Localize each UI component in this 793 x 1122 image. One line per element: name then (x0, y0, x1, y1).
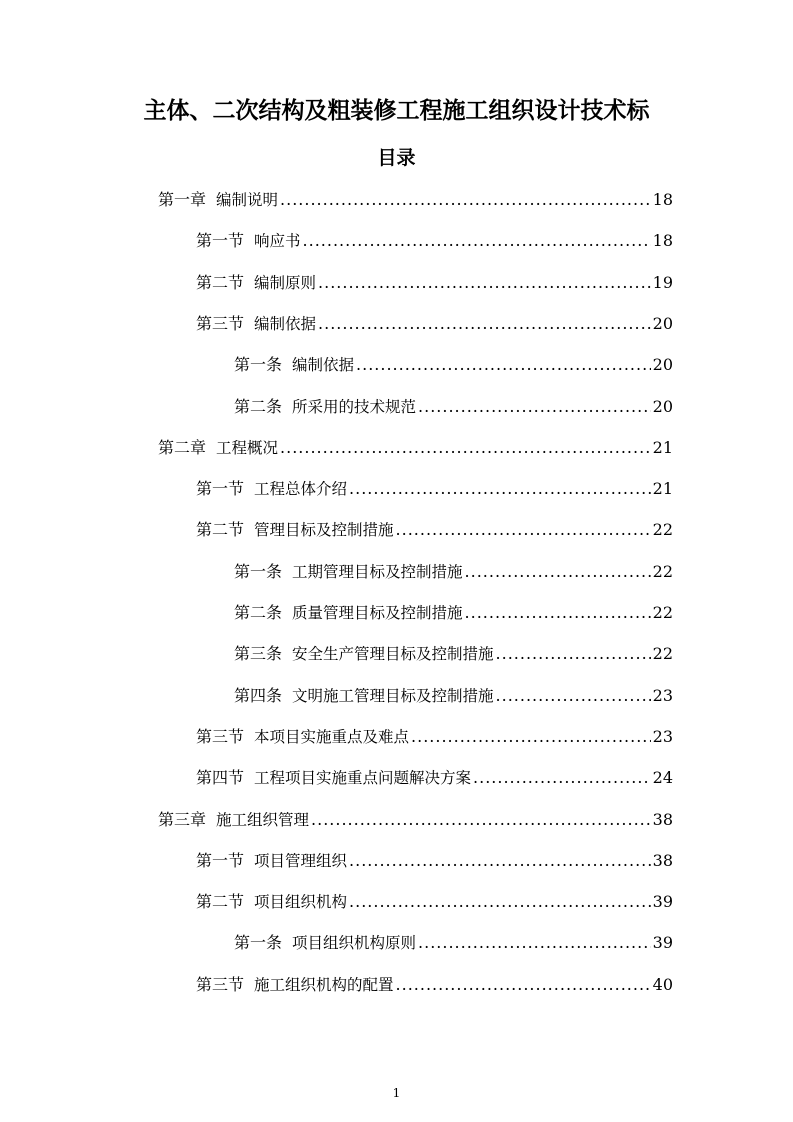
toc-entry-number: 第四条 (234, 685, 283, 705)
toc-entry-title: 工程项目实施重点问题解决方案 (254, 769, 472, 788)
toc-entry-page: 22 (652, 520, 673, 540)
toc-dot-leader (318, 272, 651, 294)
toc-entry[interactable] (158, 183, 673, 211)
toc-entry[interactable] (158, 431, 673, 459)
toc-dot-leader (349, 891, 651, 913)
toc-entry-title: 编制依据 (292, 356, 355, 375)
toc-entry-title: 所采用的技术规范 (292, 397, 417, 416)
toc-entry[interactable] (196, 844, 673, 872)
toc-dot-leader (280, 437, 651, 459)
toc-entry-title: 施工组织管理 (216, 810, 310, 829)
toc-entry-number: 第二节 (196, 520, 245, 540)
toc-entry-page: 40 (652, 974, 673, 994)
toc-entry-number: 第二节 (196, 272, 245, 292)
toc-entry-number: 第一条 (234, 933, 283, 953)
toc-entry[interactable] (234, 637, 673, 665)
toc-entry-page: 20 (652, 396, 673, 416)
toc-entry-page: 19 (652, 272, 673, 292)
toc-entry-page: 18 (652, 231, 673, 251)
toc-entry-page: 23 (652, 685, 673, 705)
toc-heading: 目录 (377, 147, 416, 169)
toc-dot-leader (280, 189, 651, 211)
toc-entry-number: 第一章 (158, 190, 207, 209)
toc-entry[interactable] (234, 596, 673, 624)
toc-dot-leader (349, 478, 651, 500)
toc-entry-title: 编制原则 (254, 273, 317, 292)
toc-entry-page: 21 (652, 437, 673, 457)
toc-dot-leader (465, 561, 651, 583)
toc-entry-page: 18 (652, 190, 673, 209)
toc-dot-leader (496, 685, 651, 707)
toc-entry-number: 第四节 (196, 768, 245, 788)
toc-entry-title: 项目管理组织 (254, 851, 348, 870)
toc-dot-leader (318, 313, 651, 335)
toc-entry-number: 第三章 (158, 809, 207, 829)
toc-dot-leader (496, 643, 651, 665)
toc-entry-title: 响应书 (254, 232, 301, 251)
toc-entry-page: 23 (652, 726, 673, 746)
toc-entry-number: 第一节 (196, 231, 245, 251)
document-title: 主体、二次结构及粗装修工程施工组织设计技术标 (143, 98, 650, 124)
toc-entry-title: 质量管理目标及控制措施 (292, 604, 463, 622)
toc-entry-page: 24 (652, 768, 673, 788)
toc-entry-page: 20 (652, 355, 673, 375)
toc-dot-leader (411, 726, 651, 748)
toc-entry[interactable] (234, 348, 673, 376)
toc-entry[interactable] (196, 307, 673, 335)
page-number: 1 (392, 1086, 401, 1100)
toc-entry-title: 工程概况 (216, 438, 279, 457)
toc-entry[interactable] (196, 224, 673, 252)
toc-entry-page: 39 (652, 933, 673, 953)
toc-entry-page: 38 (652, 850, 673, 870)
toc-dot-leader (465, 602, 651, 624)
toc-entry[interactable] (196, 472, 673, 500)
toc-entry[interactable] (234, 679, 673, 707)
toc-entry-title: 本项目实施重点及难点 (254, 727, 410, 746)
toc-entry-page: 38 (652, 809, 673, 829)
toc-dot-leader (356, 354, 651, 376)
toc-entry-title: 工期管理目标及控制措施 (292, 562, 463, 581)
toc-entry-page: 22 (652, 561, 673, 581)
toc-entry[interactable] (234, 926, 673, 954)
toc-entry[interactable] (196, 266, 673, 294)
toc-dot-leader (418, 396, 651, 418)
toc-entry-title: 施工组织机构的配置 (254, 975, 394, 994)
toc-entry[interactable] (196, 513, 673, 541)
toc-entry-page: 39 (652, 892, 673, 912)
toc-entry-title: 管理目标及控制措施 (254, 521, 394, 540)
toc-entry-number: 第一条 (234, 355, 283, 375)
toc-entry-number: 第一节 (196, 850, 245, 870)
toc-dot-leader (311, 809, 651, 831)
toc-entry-number: 第三条 (234, 644, 283, 664)
toc-dot-leader (473, 767, 651, 789)
toc-entry-page: 21 (652, 479, 673, 499)
toc-entry-number: 第二章 (158, 437, 207, 457)
toc-entry[interactable] (234, 390, 673, 418)
toc-entry-number: 第三节 (196, 974, 245, 994)
toc-entry-page: 20 (652, 313, 673, 333)
toc-dot-leader (303, 230, 651, 252)
toc-entry-number: 第二条 (234, 396, 283, 416)
toc-entry-number: 第二节 (196, 892, 245, 912)
toc-entry-title: 项目组织机构 (254, 893, 348, 912)
toc-entry-number: 第三节 (196, 726, 245, 746)
toc-entry-title: 安全生产管理目标及控制措施 (292, 645, 494, 664)
toc-entry-title: 编制依据 (254, 314, 317, 333)
toc-dot-leader (396, 974, 651, 996)
toc-entry[interactable] (234, 555, 673, 583)
toc-entry-number: 第一条 (234, 561, 283, 581)
toc-entry-number: 第二条 (234, 603, 283, 622)
toc-entry[interactable] (196, 761, 673, 789)
toc-dot-leader (349, 850, 651, 872)
toc-entry[interactable] (158, 803, 673, 831)
toc-entry-page: 22 (652, 644, 673, 664)
toc-entry-number: 第一节 (196, 479, 245, 499)
toc-entry[interactable] (196, 968, 673, 996)
toc-entry-title: 文明施工管理目标及控制措施 (292, 686, 494, 705)
toc-entry[interactable] (196, 720, 673, 748)
toc-dot-leader (418, 932, 651, 954)
toc-entry[interactable] (196, 885, 673, 913)
toc-dot-leader (396, 519, 651, 541)
toc-entry-title: 编制说明 (216, 191, 279, 209)
toc-entry-title: 项目组织机构原则 (292, 934, 417, 953)
toc-entry-page: 22 (652, 603, 673, 622)
toc-entry-number: 第三节 (196, 313, 245, 333)
toc-entry-title: 工程总体介绍 (254, 480, 348, 499)
